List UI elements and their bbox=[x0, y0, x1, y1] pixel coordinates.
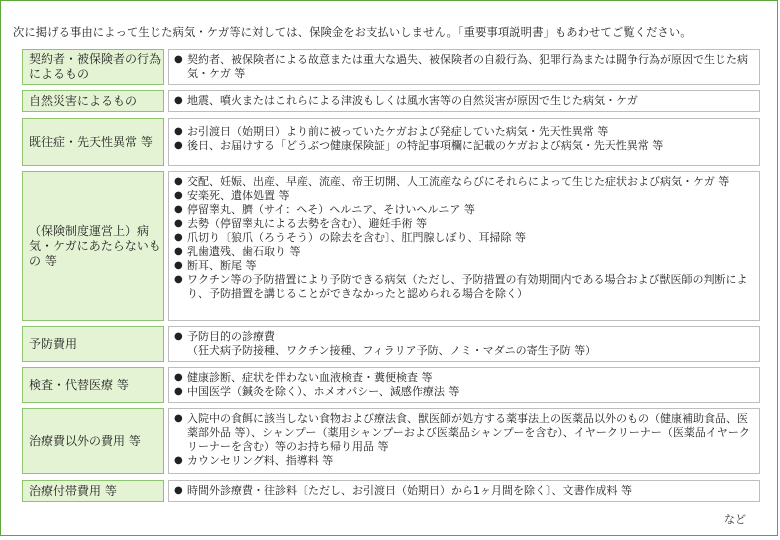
row-category: 自然災害によるもの bbox=[22, 90, 164, 112]
row-category: 治療付帯費用 等 bbox=[22, 480, 164, 502]
bullet-item: ● 乳歯遺残、歯石取り 等 bbox=[187, 245, 751, 259]
exclusion-row bbox=[22, 408, 760, 474]
row-category: （保険制度運営上）病気・ケガにあたらないもの 等 bbox=[22, 171, 164, 321]
bullet-item: ● 安楽死、遺体処置 等 bbox=[187, 189, 751, 203]
bullet-item: ● 後日、お届けする「どうぶつ健康保険証」の特記事項欄に記載のケガおよび病気・先天性異常 等 bbox=[187, 139, 751, 153]
bullet-item: ● 交配、妊娠、出産、早産、流産、帝王切開、人工流産ならびにそれらによって生じた症状および病気・ケガ 等 bbox=[187, 175, 751, 189]
bullet-item: ● お引渡日（始期日）より前に被っていたケガおよび発症していた病気・先天性異常 等 bbox=[187, 125, 751, 139]
exclusion-row bbox=[22, 480, 760, 502]
exclusion-row bbox=[22, 367, 760, 403]
bullet-item: ● 中国医学（鍼灸を除く）、ホメオパシー、減感作療法 等 bbox=[187, 385, 751, 399]
row-category: 契約者・被保険者の行為によるもの bbox=[22, 49, 164, 85]
exclusion-row bbox=[22, 118, 760, 166]
bullet-item: ● ワクチン等の予防措置により予防できる病気（ただし、予防措置の有効期間内である場合および獣医師の判断により、予防措置を講じることができなかったと認められる場合を除く） bbox=[187, 273, 751, 301]
exclusion-row bbox=[22, 90, 760, 112]
row-description bbox=[168, 118, 760, 166]
bullet-item: ● 断耳、断尾 等 bbox=[187, 259, 751, 273]
bullet-item: ● 地震、噴火またはこれらによる津波もしくは風水害等の自然災害が原因で生じた病気・ケガ bbox=[187, 94, 751, 108]
exclusion-row bbox=[22, 326, 760, 362]
bullet-item: ● 予防目的の診療費 bbox=[187, 330, 751, 344]
row-description bbox=[168, 171, 760, 321]
row-description bbox=[168, 90, 760, 112]
bullet-item: ● 契約者、被保険者による故意または重大な過失、被保険者の自殺行為、犯罪行為または闘争行為が原因で生じた病気・ケガ 等 bbox=[187, 53, 751, 81]
exclusion-row bbox=[22, 49, 760, 85]
intro-text: 次に掲げる事由によって生じた病気・ケガ等に対しては、保険金をお支払いしません。「重要事項説明書」もあわせてご覧ください。 bbox=[13, 26, 692, 39]
bullet-item: ● 時間外診療費・往診料〔ただし、お引渡日（始期日）から1ヶ月間を除く〕、文書作成料 等 bbox=[187, 484, 751, 498]
bullet-item: ● 停留睾丸、臍（サイ：ヘそ）ヘルニア、そけいヘルニア 等 bbox=[187, 203, 751, 217]
row-description bbox=[168, 408, 760, 474]
bullet-item: ● 健康診断、症状を伴わない血液検査・糞便検査 等 bbox=[187, 371, 751, 385]
bullet-item: ● 入院中の食餌に該当しない食物および療法食、獣医師が処方する薬事法上の医薬品以外のもの（健康補助食品、医薬部外品 等）、シャンプー（薬用シャンプーおよび医薬品シャンプーを含む）、イヤークリーナー（医薬品イヤークリーナーを含む）等のお持ち帰り用品 等 bbox=[187, 412, 751, 454]
row-description bbox=[168, 480, 760, 502]
row-description bbox=[168, 326, 760, 362]
row-description bbox=[168, 367, 760, 403]
exclusion-row bbox=[22, 171, 760, 321]
row-category: 検査・代替医療 等 bbox=[22, 367, 164, 403]
footer-note: など bbox=[724, 513, 746, 526]
row-category: 予防費用 bbox=[22, 326, 164, 362]
row-description bbox=[168, 49, 760, 85]
bullet-item: ● 爪切り〔狼爪（ろうそう）の除去を含む〕、肛門腺しぼり、耳掃除 等 bbox=[187, 231, 751, 245]
row-category: 既往症・先天性異常 等 bbox=[22, 118, 164, 166]
row-category: 治療費以外の費用 等 bbox=[22, 408, 164, 474]
bullet-item: ● カウンセリング料、指導料 等 bbox=[187, 454, 751, 468]
bullet-continuation: （狂犬病予防接種、ワクチン接種、フィラリア予防、ノミ・マダニの寄生予防 等） bbox=[187, 344, 597, 357]
bullet-item: ● 去勢（停留睾丸による去勢を含む）、避妊手術 等 bbox=[187, 217, 751, 231]
